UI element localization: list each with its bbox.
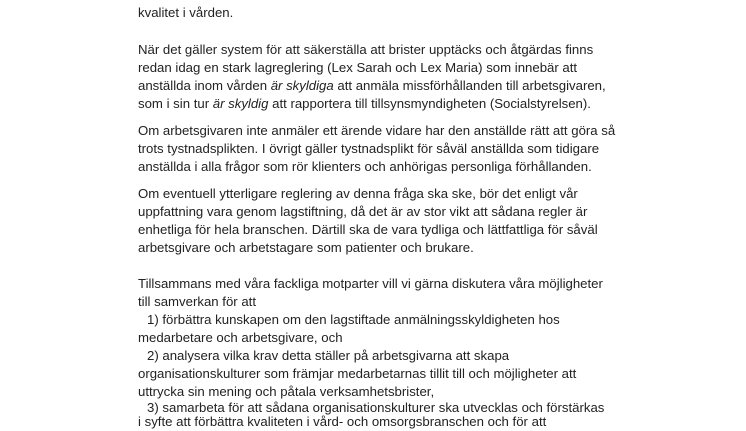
text-line: När det gäller system för att säkerställa att brister upptäcks och åtgärdas finns — [138, 42, 594, 57]
text-line: som i sin tur är skyldig att rapportera till tillsynsmyndigheten (Socialstyrelsen). — [138, 96, 591, 111]
text-line: Om arbetsgivaren inte anmäler ett ärende vidare har den anställde rätt att göra så — [138, 123, 616, 138]
text-line: trots tystnadsplikten. I övrigt gäller tystnadsplikt för såväl anställda som tidigare — [138, 141, 600, 156]
list-item-line: 2) analysera vilka krav detta ställer på arbetsgivarna att skapa — [147, 348, 510, 363]
text-line: Tillsammans med våra fackliga motparter vill vi gärna diskutera våra möjligheter — [138, 276, 603, 291]
text-line: i syfte att förbättra kvaliteten i vård- och omsorgsbranschen och för att — [138, 414, 547, 429]
text-line: arbetsgivare och arbetstagare som patienter och brukare. — [138, 240, 474, 255]
text-line: till samverkan för att — [138, 294, 256, 309]
text-line: organisationskulturer som främjar medarbetarnas tillit till och möjligheter att — [138, 366, 577, 381]
text-line: redan idag en stark lagreglering (Lex Sarah och Lex Maria) som innebär att — [138, 60, 578, 75]
text-line: uppfattning vara genom lagstiftning, då det är av stor vikt att sådana regler är — [138, 204, 588, 219]
text-line: anställda i alla frågor som rör klienters och anhörigas personliga förhållanden. — [138, 159, 592, 174]
text-line: kvalitet i vården. — [138, 5, 234, 20]
text-line: uttrycka sin mening och påtala verksamhetsbrister, — [138, 384, 435, 399]
text-line: medarbetare och arbetsgivare, och — [138, 330, 343, 345]
text-line: enhetliga för hela branschen. Därtill ska de vara tydliga och lättfattliga för såväl — [138, 222, 598, 237]
list-item-line: 3) samarbeta för att sådana organisationskulturer ska utvecklas och förstärkas — [147, 400, 605, 415]
text-line: anställda inom vården är skyldiga att anmäla missförhållanden till arbetsgivaren, — [138, 78, 606, 93]
list-item-line: 1) förbättra kunskapen om den lagstiftade anmälningsskyldigheten hos — [147, 312, 560, 327]
text-line: Om eventuell ytterligare reglering av denna fråga ska ske, bör det enligt vår — [138, 186, 578, 201]
